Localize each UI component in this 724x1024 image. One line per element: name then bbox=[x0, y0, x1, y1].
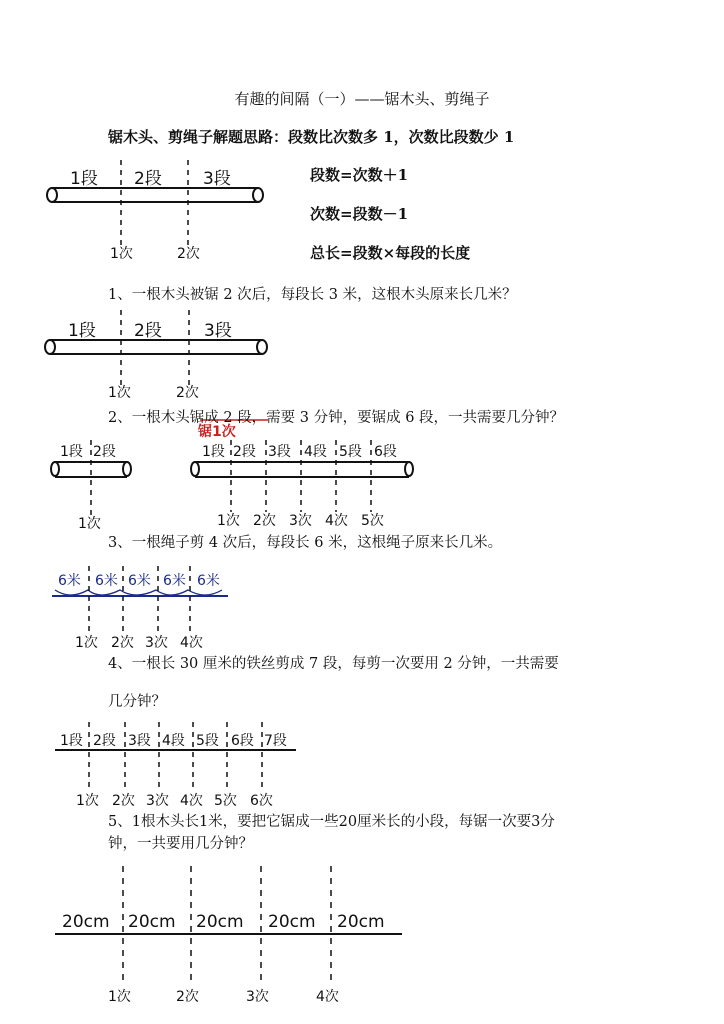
segment-label: 6米 bbox=[163, 573, 186, 589]
cut-label: 1次 bbox=[78, 516, 101, 532]
cut-label: 1次 bbox=[75, 635, 98, 651]
segment-label: 3段 bbox=[204, 321, 232, 341]
log-diagram-0 bbox=[47, 188, 263, 202]
segment-label: 5段 bbox=[339, 444, 362, 460]
cut-label: 5次 bbox=[361, 513, 384, 529]
segment-label: 6段 bbox=[231, 733, 254, 749]
cut-label: 2次 bbox=[177, 246, 200, 262]
question-3: 3、一根绳子剪 4 次后，每段长 6 米，这根绳子原来长几米。 bbox=[108, 535, 503, 551]
cut-label: 5次 bbox=[214, 793, 237, 809]
cut-label: 2次 bbox=[176, 385, 199, 401]
cut-label: 1次 bbox=[108, 385, 131, 401]
cut-label: 3次 bbox=[289, 513, 312, 529]
cut-label: 3次 bbox=[145, 635, 168, 651]
annotation-note: 锯1次 bbox=[198, 424, 236, 440]
segment-label: 1段 bbox=[60, 444, 83, 460]
question-1: 1、一根木头被锯 2 次后，每段长 3 米，这根木头原来长几米？ bbox=[108, 287, 517, 303]
segment-label: 3段 bbox=[268, 444, 291, 460]
cut-label: 1次 bbox=[217, 513, 240, 529]
cut-label: 4次 bbox=[180, 635, 203, 651]
segment-label: 7段 bbox=[264, 733, 287, 749]
segment-label: 4段 bbox=[304, 444, 327, 460]
cut-label: 4次 bbox=[316, 989, 339, 1005]
segment-label: 2段 bbox=[93, 444, 116, 460]
cut-label: 2次 bbox=[253, 513, 276, 529]
segment-label: 6米 bbox=[95, 573, 118, 589]
segment-label: 20cm bbox=[268, 912, 316, 932]
question-4-line-2: 几分钟？ bbox=[108, 694, 166, 710]
segment-label: 20cm bbox=[128, 912, 176, 932]
log-diagram-q2-right bbox=[191, 462, 413, 477]
segment-label: 1段 bbox=[68, 321, 96, 341]
segment-label: 1段 bbox=[60, 733, 83, 749]
cut-label: 2次 bbox=[112, 793, 135, 809]
segment-label: 2段 bbox=[134, 169, 162, 189]
segment-label: 6米 bbox=[197, 573, 220, 589]
segment-label: 1段 bbox=[202, 444, 225, 460]
question-2: 2、一根木头锯成 2 段，需要 3 分钟，要锯成 6 段，一共需要几分钟？ bbox=[108, 410, 565, 426]
segment-label: 20cm bbox=[196, 912, 244, 932]
page-title: 有趣的间隔（一）——锯木头、剪绳子 bbox=[234, 90, 490, 108]
cut-label: 2次 bbox=[111, 635, 134, 651]
cut-label: 1次 bbox=[76, 793, 99, 809]
cut-label: 1次 bbox=[108, 989, 131, 1005]
cut-label: 4次 bbox=[325, 513, 348, 529]
segment-label: 2段 bbox=[93, 733, 116, 749]
cut-label: 3次 bbox=[146, 793, 169, 809]
cut-label: 6次 bbox=[250, 793, 273, 809]
formula-total: 总长=段数×每段的长度 bbox=[310, 244, 471, 262]
segment-label: 1段 bbox=[70, 169, 98, 189]
segment-label: 4段 bbox=[162, 733, 185, 749]
formula-cuts: 次数=段数－1 bbox=[310, 205, 409, 223]
cut-label: 4次 bbox=[180, 793, 203, 809]
segment-label: 3段 bbox=[203, 169, 231, 189]
segment-label: 6段 bbox=[374, 444, 397, 460]
question-5-line-2: 钟，一共要用几分钟？ bbox=[108, 836, 253, 852]
cut-label: 3次 bbox=[246, 989, 269, 1005]
cut-label: 2次 bbox=[176, 989, 199, 1005]
segment-label: 3段 bbox=[128, 733, 151, 749]
solution-idea: 锯木头、剪绳子解题思路：段数比次数多 1，次数比段数少 1 bbox=[108, 128, 515, 146]
question-5-line-1: 5、1根木头长1米，要把它锯成一些20厘米长的小段，每锯一次要3分 bbox=[108, 814, 555, 830]
segment-label: 6米 bbox=[58, 573, 81, 589]
segment-label: 20cm bbox=[62, 912, 110, 932]
formula-segments: 段数=次数＋1 bbox=[310, 166, 409, 184]
segment-label: 2段 bbox=[134, 321, 162, 341]
cut-label: 1次 bbox=[110, 246, 133, 262]
segment-label: 2段 bbox=[233, 444, 256, 460]
segment-label: 20cm bbox=[337, 912, 385, 932]
log-diagram-q1 bbox=[45, 340, 267, 354]
segment-label: 5段 bbox=[196, 733, 219, 749]
segment-label: 6米 bbox=[128, 573, 151, 589]
question-4-line-1: 4、一根长 30 厘米的铁丝剪成 7 段，每剪一次要用 2 分钟，一共需要 bbox=[108, 656, 559, 672]
